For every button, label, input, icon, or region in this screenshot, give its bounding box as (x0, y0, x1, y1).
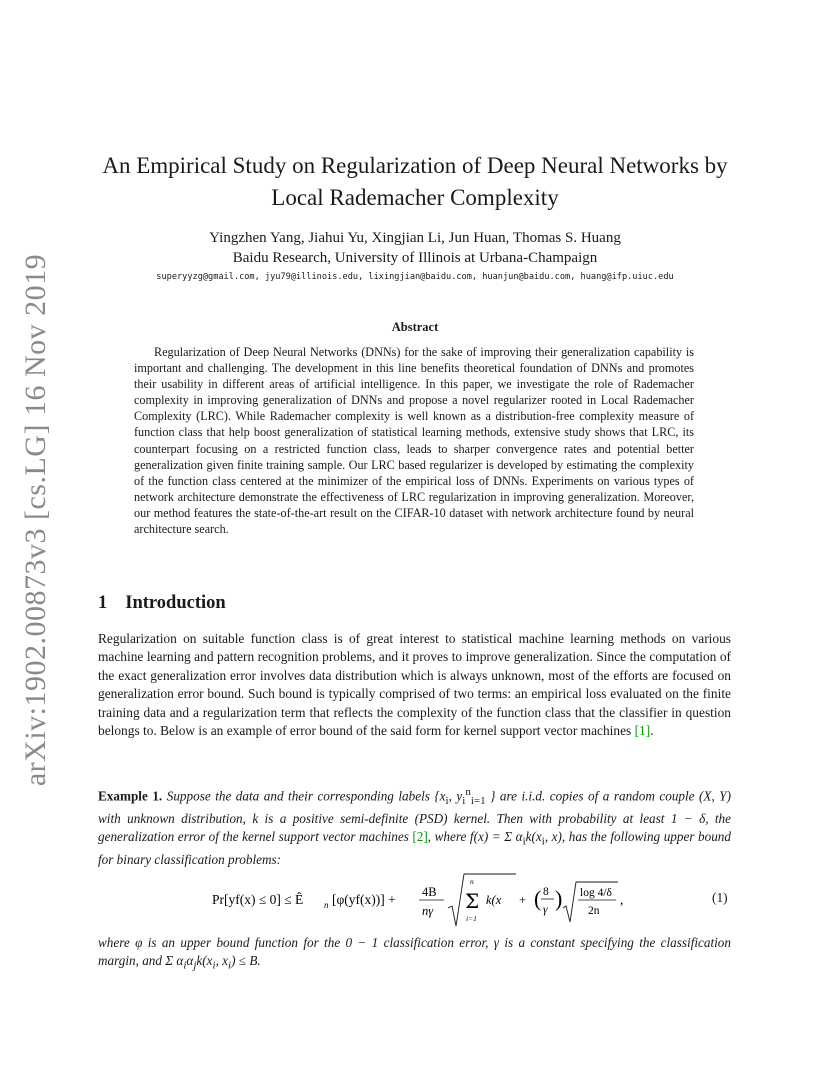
arxiv-sidebar (14, 253, 58, 787)
eq-sum-term: k(x (486, 893, 502, 907)
section-heading (98, 593, 226, 614)
after-text-a: where φ is an upper bound function for the 0 − 1 classification error, γ is a constant specifying the classification margin, and Σ α (98, 935, 731, 969)
title-line-2: Local Rademacher Complexity (271, 185, 559, 210)
eq-lhs: Pr[yf(x) ≤ 0] ≤ Ê (212, 892, 304, 907)
after-text-b: α (186, 953, 194, 969)
example-text-b: , y (448, 788, 463, 804)
example-text-d: , where f(x) = Σ α (427, 829, 523, 845)
author-names: Yingzhen Yang, Jiahui Yu, Xingjian Li, Jun Huan, Thomas S. Huang (209, 230, 621, 246)
eq-frac3-num: log 4/δ (580, 887, 612, 899)
eq-sum-sign: Σ (465, 889, 480, 913)
author-affiliation: Baidu Research, University of Illinois at Urbana-Champaign (232, 250, 598, 266)
author-block (90, 228, 740, 268)
eq-paren-close: ) (555, 886, 563, 911)
example-sub-i: i (445, 795, 449, 808)
eq-frac1-den: nγ (422, 904, 434, 918)
abstract-body: Regularization of Deep Neural Networks (DNNs) for the sake of improving their generalization capability is important and challenging. The development in this line benefits theoretical foundation of DNNs and promotes their usability in different areas of artificial intelligence. In this paper, we investigate the role of Rademacher complexity in improving generalization of DNNs and propose a novel regularizer rooted in Local Rademacher Complexity (LRC). While Rademacher complexity is well known as a distribution-free complexity measure of function class that help boost generalization of statistical learning methods, extensive study shows that LRC, its counterpart focusing on a restricted function class, leads to sharper convergence rates and potential better generalization given finite training sample. Our LRC based regularizer is developed by estimating the complexity of the function class centered at the minimizer of the empirical loss of DNNs. Experiments on various types of network architecture demonstrate the effectiveness of LRC regularization in improving generalization. Moreover, our method features the state-of-the-art result on the CIFAR-10 dataset with network architecture found by neural architecture search. (134, 345, 694, 537)
intro-end: . (650, 723, 654, 739)
after-text-c: k(x (196, 953, 213, 969)
abstract-heading: Abstract (391, 320, 439, 334)
post-equation-text (98, 934, 731, 975)
example-text-f: , x), has the following upper bound for binary classification problems: (98, 829, 731, 868)
example-block (98, 783, 731, 869)
equation-1 (212, 872, 702, 934)
eq-frac2-num: 8 (543, 886, 549, 898)
eq-sum-bottom: i=1 (466, 914, 477, 923)
eq-paren-open: ( (534, 886, 542, 911)
example-text-a: Suppose the data and their corresponding labels {x (166, 788, 446, 804)
example-sup-n: n (465, 786, 471, 798)
eq-sub-n: n (324, 900, 329, 910)
example-sub-i-2: i (462, 795, 466, 808)
example-text-e: k(x (525, 829, 542, 845)
citation-link[interactable]: [1] (634, 723, 651, 739)
after-sub-i: i (183, 959, 187, 972)
example-label: Example 1. (98, 788, 163, 804)
title-line-1: An Empirical Study on Regularization of Deep Neural Networks by (102, 153, 728, 178)
eq-mid: [φ(yf(x))] + (332, 892, 396, 907)
equation-number: (1) (712, 890, 728, 905)
after-text-e: ) ≤ B. (231, 953, 261, 969)
eq-plus: + (519, 893, 527, 907)
after-sub-j: j (193, 959, 197, 972)
eq-frac2-den: γ (543, 904, 548, 916)
author-emails: superyyzg@gmail.com, jyu79@illinois.edu, lixingjian@baidu.com, huanjun@baidu.com, huang@ifp.uiuc.edu (156, 272, 674, 282)
example-citation[interactable]: [2] (412, 829, 428, 845)
paper-title (90, 150, 740, 214)
after-text-d: , x (215, 953, 229, 969)
after-sub-i-2: i (212, 959, 216, 972)
example-sub-range: i=1 (470, 795, 486, 808)
example-sub-i-4: i (541, 836, 545, 849)
intro-paragraph (98, 630, 731, 740)
example-sub-i-3: i (522, 836, 526, 849)
section-number: 1 (98, 593, 108, 613)
example-text-c: } are i.i.d. copies of a random couple (X, Y) with unknown distribution, k is a positive semi-definite (PSD) kernel. Then with probability at least 1 − δ, the generalization error of the kernel support vector machines (98, 788, 732, 845)
after-sub-i-3: i (228, 959, 232, 972)
eq-frac3-den: 2n (588, 905, 600, 917)
eq-sum-top: n (470, 877, 474, 886)
section-title: Introduction (125, 593, 226, 613)
intro-text: Regularization on suitable function class is of great interest to statistical machine learning methods on various machine learning and pattern recognition problems, and it proves to improve generalization. Since the computation of the exact generalization error involves data distribution which is always unknown, most of the efforts are focused on generalization error bound. Such bound is typically comprised of two terms: an empirical loss evaluated on the finite training data and a regularization term that reflects the complexity of the function class that the classifier in question belongs to. Below is an example of error bound of the said form for kernel support vector machines (98, 631, 731, 739)
eq-frac1-num: 4B (422, 885, 437, 899)
eq-comma: , (620, 892, 624, 907)
arxiv-identifier: arXiv:1902.00873v3 [cs.LG] 16 Nov 2019 (19, 253, 52, 787)
